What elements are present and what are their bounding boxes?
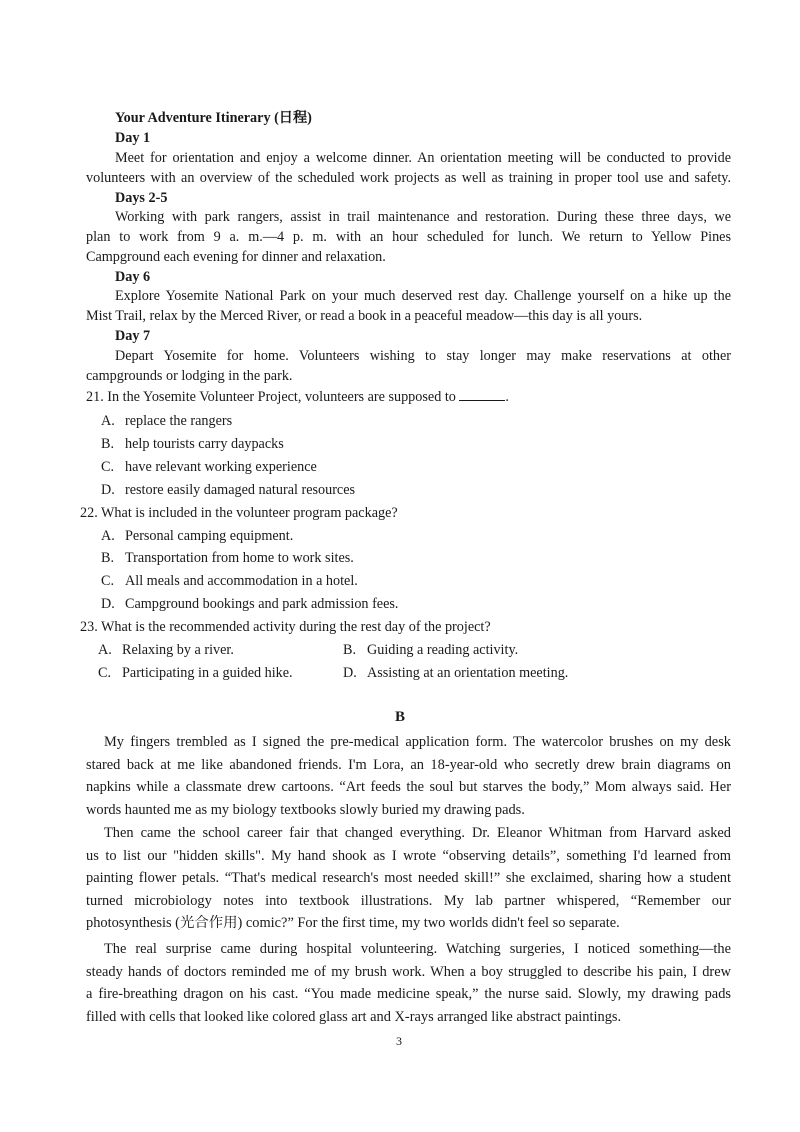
q21-option-b[interactable]: B. help tourists carry daypacks — [101, 436, 284, 452]
q21-option-c[interactable]: C. have relevant working experience — [101, 459, 317, 475]
day7-label: Day 7 — [115, 328, 151, 344]
day7-line1: Depart Yosemite for home. Volunteers wishing to stay longer may make reservations at other — [115, 348, 731, 364]
q22-option-a[interactable]: A. Personal camping equipment. — [101, 528, 294, 544]
q21-option-d[interactable]: D. restore easily damaged natural resources — [101, 482, 356, 498]
passage-paragraph-3: The real surprise came during hospital volunteering. Watching surgeries, I noticed something—the steady hands of doctors reminded me of my brush work. When a boy struggled to describe his pain, I drew a fire-breathing dragon on his cast. “You made medicine speak,” the nurse said. Slowly, my drawing pads filled with cells that looked like colored glass art and X-rays arranged like abstract paintings. — [86, 941, 731, 1025]
section-b-title: B — [395, 709, 406, 725]
passage-paragraph-2: Then came the school career fair that changed everything. Dr. Eleanor Whitman from Harvard asked us to list our "hidden skills". My hand shook as I wrote “observing details”, something I'd learned from painting flower petals. “That's medical research's most needed skill!” she exclaimed, sharing how a student turned microbiology notes into textbook illustrations. My lab partner whispered, “Remember our photosynthesis (光合作用) comic?” For the first time, my two worlds didn't feel so separate. — [86, 825, 731, 931]
q22-option-c[interactable]: C. All meals and accommodation in a hotel. — [101, 573, 358, 589]
day7-line2: campgrounds or lodging in the park. — [86, 368, 293, 384]
q21-option-a[interactable]: A. replace the rangers — [101, 413, 233, 429]
question-22 — [80, 503, 398, 523]
day2-5-line3: Campground each evening for dinner and relaxation. — [86, 249, 386, 265]
q23-option-c[interactable]: C. Participating in a guided hike. — [98, 665, 293, 681]
question-21 — [86, 387, 509, 407]
day2-5-label: Days 2-5 — [115, 190, 168, 206]
q22-option-b[interactable]: B. Transportation from home to work sites. — [101, 550, 354, 566]
question-22-number: 22. — [80, 505, 98, 521]
day2-5-line1: Working with park rangers, assist in trail maintenance and restoration. During these three days, we — [115, 209, 731, 225]
q22-option-d[interactable]: D. Campground bookings and park admission fees. — [101, 596, 399, 612]
question-21-stem: In the Yosemite Volunteer Project, volunteers are supposed to — [107, 389, 456, 405]
day6-label: Day 6 — [115, 269, 151, 285]
day1-line2: volunteers with an overview of the scheduled work projects as well as training in proper tool use and safety. — [86, 170, 731, 186]
question-22-stem: What is included in the volunteer program package? — [101, 505, 398, 521]
day1-line1: Meet for orientation and enjoy a welcome dinner. An orientation meeting will be conducted to provide — [115, 150, 731, 166]
passage-paragraph-1: My fingers trembled as I signed the pre-medical application form. The watercolor brushes on my desk stared back at me like abandoned friends. I'm Lora, an 18-year-old who secretly drew brain diagrams on napkins while a classmate drew cartoons. “Art feeds the soul but starves the body,” Mom always said. Her words haunted me as my biology textbooks slowly buried my drawing pads. — [86, 734, 731, 818]
question-21-number: 21. — [86, 389, 104, 405]
q23-option-b[interactable]: B. Guiding a reading activity. — [343, 642, 519, 658]
day6-line2: Mist Trail, relax by the Merced River, or read a book in a peaceful meadow—this day is all yours. — [86, 308, 643, 324]
q23-option-d[interactable]: D. Assisting at an orientation meeting. — [343, 665, 569, 681]
day6-line1: Explore Yosemite National Park on your much deserved rest day. Challenge yourself on a hike up the — [115, 288, 731, 304]
question-23-number: 23. — [80, 619, 98, 635]
day2-5-line2: plan to work from 9 a. m.—4 p. m. with an hour scheduled for lunch. We return to Yellow Pines — [86, 229, 731, 245]
itinerary-heading: Your Adventure Itinerary (日程) — [115, 110, 312, 126]
question-21-period: . — [505, 389, 509, 405]
page-number: 3 — [396, 1034, 402, 1048]
question-23 — [80, 617, 491, 637]
day1-label: Day 1 — [115, 130, 151, 146]
q23-option-a[interactable]: A. Relaxing by a river. — [98, 642, 234, 658]
question-23-stem: What is the recommended activity during the rest day of the project? — [101, 619, 491, 635]
answer-blank — [459, 388, 505, 401]
